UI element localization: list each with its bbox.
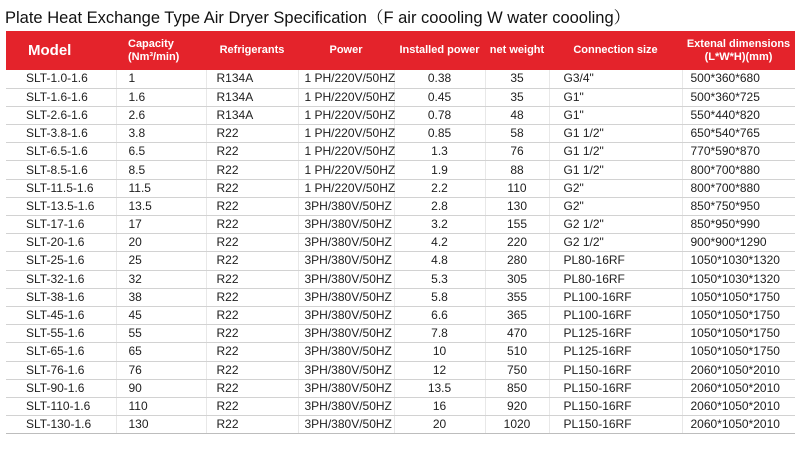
cell-installed-power: 1.3 xyxy=(394,143,485,161)
table-row xyxy=(6,343,795,361)
cell-connection-size: PL80-16RF xyxy=(549,270,682,288)
page-title: Plate Heat Exchange Type Air Dryer Specification（F air coooling W water coooling） xyxy=(5,9,631,27)
cell-refrigerant: R22 xyxy=(206,379,298,397)
header-row xyxy=(6,31,795,70)
cell-connection-size: G3/4" xyxy=(549,70,682,88)
cell-capacity: 45 xyxy=(116,306,206,324)
cell-connection-size: PL125-16RF xyxy=(549,343,682,361)
cell-dimensions: 1050*1050*1750 xyxy=(682,288,795,306)
cell-installed-power: 4.8 xyxy=(394,252,485,270)
cell-net-weight: 280 xyxy=(485,252,549,270)
cell-capacity: 32 xyxy=(116,270,206,288)
cell-installed-power: 13.5 xyxy=(394,379,485,397)
cell-power: 1 PH/220V/50HZ xyxy=(298,179,394,197)
cell-refrigerant: R22 xyxy=(206,234,298,252)
cell-net-weight: 35 xyxy=(485,70,549,88)
cell-model: SLT-3.8-1.6 xyxy=(6,125,116,143)
cell-dimensions: 1050*1030*1320 xyxy=(682,252,795,270)
table-row xyxy=(6,234,795,252)
table-body xyxy=(6,70,795,434)
cell-model: SLT-20-1.6 xyxy=(6,234,116,252)
cell-connection-size: G2" xyxy=(549,179,682,197)
cell-refrigerant: R22 xyxy=(206,216,298,234)
cell-connection-size: PL150-16RF xyxy=(549,416,682,434)
cell-capacity: 8.5 xyxy=(116,161,206,179)
header-dimensions-label: Extenal dimensions xyxy=(686,37,791,50)
cell-connection-size: G2 1/2" xyxy=(549,216,682,234)
cell-capacity: 17 xyxy=(116,216,206,234)
cell-net-weight: 750 xyxy=(485,361,549,379)
cell-connection-size: G1" xyxy=(549,106,682,124)
cell-net-weight: 88 xyxy=(485,161,549,179)
table-row xyxy=(6,252,795,270)
cell-dimensions: 1050*1050*1750 xyxy=(682,325,795,343)
cell-capacity: 3.8 xyxy=(116,125,206,143)
cell-model: SLT-130-1.6 xyxy=(6,416,116,434)
cell-dimensions: 900*900*1290 xyxy=(682,234,795,252)
cell-installed-power: 1.9 xyxy=(394,161,485,179)
cell-connection-size: PL150-16RF xyxy=(549,379,682,397)
table-row xyxy=(6,179,795,197)
cell-installed-power: 20 xyxy=(394,416,485,434)
cell-refrigerant: R134A xyxy=(206,106,298,124)
table-row xyxy=(6,88,795,106)
cell-model: SLT-38-1.6 xyxy=(6,288,116,306)
cell-refrigerant: R22 xyxy=(206,306,298,324)
cell-refrigerant: R134A xyxy=(206,70,298,88)
cell-power: 3PH/380V/50HZ xyxy=(298,234,394,252)
cell-net-weight: 35 xyxy=(485,88,549,106)
cell-net-weight: 850 xyxy=(485,379,549,397)
table-row xyxy=(6,161,795,179)
header-refrigerants: Refrigerants xyxy=(219,44,285,56)
header-dimensions-unit: (L*W*H)(mm) xyxy=(704,50,773,63)
cell-connection-size: G1 1/2" xyxy=(549,125,682,143)
cell-power: 3PH/380V/50HZ xyxy=(298,325,394,343)
cell-model: SLT-76-1.6 xyxy=(6,361,116,379)
header-installed-power: Installed power xyxy=(399,44,480,56)
cell-power: 1 PH/220V/50HZ xyxy=(298,125,394,143)
table-row xyxy=(6,397,795,415)
cell-refrigerant: R22 xyxy=(206,179,298,197)
cell-capacity: 13.5 xyxy=(116,197,206,215)
cell-model: SLT-45-1.6 xyxy=(6,306,116,324)
cell-model: SLT-6.5-1.6 xyxy=(6,143,116,161)
cell-model: SLT-90-1.6 xyxy=(6,379,116,397)
table-header xyxy=(6,31,795,70)
cell-connection-size: PL100-16RF xyxy=(549,288,682,306)
cell-net-weight: 110 xyxy=(485,179,549,197)
table-row xyxy=(6,379,795,397)
cell-dimensions: 800*700*880 xyxy=(682,179,795,197)
cell-refrigerant: R22 xyxy=(206,143,298,161)
header-connection-size: Connection size xyxy=(573,44,658,56)
cell-connection-size: PL150-16RF xyxy=(549,361,682,379)
cell-dimensions: 1050*1050*1750 xyxy=(682,343,795,361)
cell-capacity: 38 xyxy=(116,288,206,306)
cell-power: 1 PH/220V/50HZ xyxy=(298,70,394,88)
cell-net-weight: 76 xyxy=(485,143,549,161)
cell-dimensions: 850*750*950 xyxy=(682,197,795,215)
cell-power: 3PH/380V/50HZ xyxy=(298,361,394,379)
cell-net-weight: 1020 xyxy=(485,416,549,434)
table-row xyxy=(6,197,795,215)
cell-refrigerant: R22 xyxy=(206,270,298,288)
cell-dimensions: 2060*1050*2010 xyxy=(682,379,795,397)
cell-net-weight: 155 xyxy=(485,216,549,234)
cell-model: SLT-65-1.6 xyxy=(6,343,116,361)
cell-installed-power: 6.6 xyxy=(394,306,485,324)
cell-connection-size: G2 1/2" xyxy=(549,234,682,252)
cell-connection-size: G1 1/2" xyxy=(549,161,682,179)
cell-dimensions: 770*590*870 xyxy=(682,143,795,161)
cell-connection-size: G1 1/2" xyxy=(549,143,682,161)
cell-model: SLT-32-1.6 xyxy=(6,270,116,288)
cell-capacity: 25 xyxy=(116,252,206,270)
header-capacity-label: Capacity xyxy=(128,37,174,50)
cell-model: SLT-110-1.6 xyxy=(6,397,116,415)
table-row xyxy=(6,125,795,143)
cell-net-weight: 355 xyxy=(485,288,549,306)
cell-power: 3PH/380V/50HZ xyxy=(298,270,394,288)
cell-capacity: 20 xyxy=(116,234,206,252)
cell-model: SLT-8.5-1.6 xyxy=(6,161,116,179)
cell-net-weight: 130 xyxy=(485,197,549,215)
cell-net-weight: 220 xyxy=(485,234,549,252)
cell-dimensions: 1050*1030*1320 xyxy=(682,270,795,288)
cell-power: 3PH/380V/50HZ xyxy=(298,343,394,361)
cell-net-weight: 48 xyxy=(485,106,549,124)
cell-refrigerant: R134A xyxy=(206,88,298,106)
cell-model: SLT-55-1.6 xyxy=(6,325,116,343)
cell-connection-size: PL80-16RF xyxy=(549,252,682,270)
cell-model: SLT-1.6-1.6 xyxy=(6,88,116,106)
cell-net-weight: 58 xyxy=(485,125,549,143)
cell-dimensions: 650*540*765 xyxy=(682,125,795,143)
cell-capacity: 76 xyxy=(116,361,206,379)
cell-dimensions: 2060*1050*2010 xyxy=(682,416,795,434)
cell-installed-power: 3.2 xyxy=(394,216,485,234)
header-capacity xyxy=(116,31,206,70)
cell-installed-power: 7.8 xyxy=(394,325,485,343)
cell-connection-size: PL125-16RF xyxy=(549,325,682,343)
cell-installed-power: 0.45 xyxy=(394,88,485,106)
cell-refrigerant: R22 xyxy=(206,197,298,215)
cell-installed-power: 5.8 xyxy=(394,288,485,306)
cell-refrigerant: R22 xyxy=(206,397,298,415)
table-row xyxy=(6,70,795,88)
cell-capacity: 90 xyxy=(116,379,206,397)
table-row xyxy=(6,216,795,234)
cell-net-weight: 470 xyxy=(485,325,549,343)
cell-capacity: 6.5 xyxy=(116,143,206,161)
cell-dimensions: 550*440*820 xyxy=(682,106,795,124)
cell-installed-power: 0.85 xyxy=(394,125,485,143)
cell-model: SLT-1.0-1.6 xyxy=(6,70,116,88)
cell-refrigerant: R22 xyxy=(206,361,298,379)
cell-installed-power: 0.78 xyxy=(394,106,485,124)
cell-capacity: 2.6 xyxy=(116,106,206,124)
table-row xyxy=(6,106,795,124)
cell-connection-size: PL100-16RF xyxy=(549,306,682,324)
cell-installed-power: 2.8 xyxy=(394,197,485,215)
cell-capacity: 1 xyxy=(116,70,206,88)
header-capacity-unit: (Nm³/min) xyxy=(128,50,180,63)
cell-installed-power: 10 xyxy=(394,343,485,361)
cell-installed-power: 16 xyxy=(394,397,485,415)
cell-capacity: 11.5 xyxy=(116,179,206,197)
cell-capacity: 55 xyxy=(116,325,206,343)
cell-dimensions: 2060*1050*2010 xyxy=(682,397,795,415)
cell-power: 3PH/380V/50HZ xyxy=(298,306,394,324)
cell-refrigerant: R22 xyxy=(206,325,298,343)
header-power: Power xyxy=(329,44,363,56)
cell-refrigerant: R22 xyxy=(206,252,298,270)
cell-refrigerant: R22 xyxy=(206,416,298,434)
cell-model: SLT-13.5-1.6 xyxy=(6,197,116,215)
cell-refrigerant: R22 xyxy=(206,125,298,143)
cell-power: 3PH/380V/50HZ xyxy=(298,397,394,415)
spec-table xyxy=(6,31,795,434)
cell-installed-power: 5.3 xyxy=(394,270,485,288)
cell-power: 3PH/380V/50HZ xyxy=(298,379,394,397)
cell-power: 1 PH/220V/50HZ xyxy=(298,106,394,124)
cell-model: SLT-17-1.6 xyxy=(6,216,116,234)
cell-model: SLT-2.6-1.6 xyxy=(6,106,116,124)
cell-dimensions: 1050*1050*1750 xyxy=(682,306,795,324)
cell-connection-size: PL150-16RF xyxy=(549,397,682,415)
header-dimensions xyxy=(682,31,795,70)
cell-capacity: 110 xyxy=(116,397,206,415)
cell-power: 3PH/380V/50HZ xyxy=(298,197,394,215)
cell-dimensions: 2060*1050*2010 xyxy=(682,361,795,379)
cell-power: 1 PH/220V/50HZ xyxy=(298,143,394,161)
cell-dimensions: 850*950*990 xyxy=(682,216,795,234)
cell-dimensions: 500*360*725 xyxy=(682,88,795,106)
cell-installed-power: 0.38 xyxy=(394,70,485,88)
cell-model: SLT-11.5-1.6 xyxy=(6,179,116,197)
cell-refrigerant: R22 xyxy=(206,288,298,306)
table-row xyxy=(6,416,795,434)
cell-net-weight: 365 xyxy=(485,306,549,324)
cell-capacity: 65 xyxy=(116,343,206,361)
cell-connection-size: G1" xyxy=(549,88,682,106)
table-row xyxy=(6,306,795,324)
cell-capacity: 1.6 xyxy=(116,88,206,106)
cell-power: 3PH/380V/50HZ xyxy=(298,416,394,434)
cell-power: 1 PH/220V/50HZ xyxy=(298,88,394,106)
cell-dimensions: 500*360*680 xyxy=(682,70,795,88)
cell-net-weight: 920 xyxy=(485,397,549,415)
cell-power: 3PH/380V/50HZ xyxy=(298,288,394,306)
cell-installed-power: 2.2 xyxy=(394,179,485,197)
cell-installed-power: 12 xyxy=(394,361,485,379)
table-row xyxy=(6,143,795,161)
cell-connection-size: G2" xyxy=(549,197,682,215)
header-model: Model xyxy=(28,42,72,59)
cell-net-weight: 510 xyxy=(485,343,549,361)
header-net-weight: net weight xyxy=(489,44,545,56)
cell-power: 3PH/380V/50HZ xyxy=(298,252,394,270)
cell-installed-power: 4.2 xyxy=(394,234,485,252)
table-row xyxy=(6,270,795,288)
cell-dimensions: 800*700*880 xyxy=(682,161,795,179)
table-row xyxy=(6,325,795,343)
cell-power: 3PH/380V/50HZ xyxy=(298,216,394,234)
cell-net-weight: 305 xyxy=(485,270,549,288)
table-row xyxy=(6,361,795,379)
cell-power: 1 PH/220V/50HZ xyxy=(298,161,394,179)
cell-model: SLT-25-1.6 xyxy=(6,252,116,270)
cell-refrigerant: R22 xyxy=(206,343,298,361)
cell-capacity: 130 xyxy=(116,416,206,434)
table-row xyxy=(6,288,795,306)
cell-refrigerant: R22 xyxy=(206,161,298,179)
